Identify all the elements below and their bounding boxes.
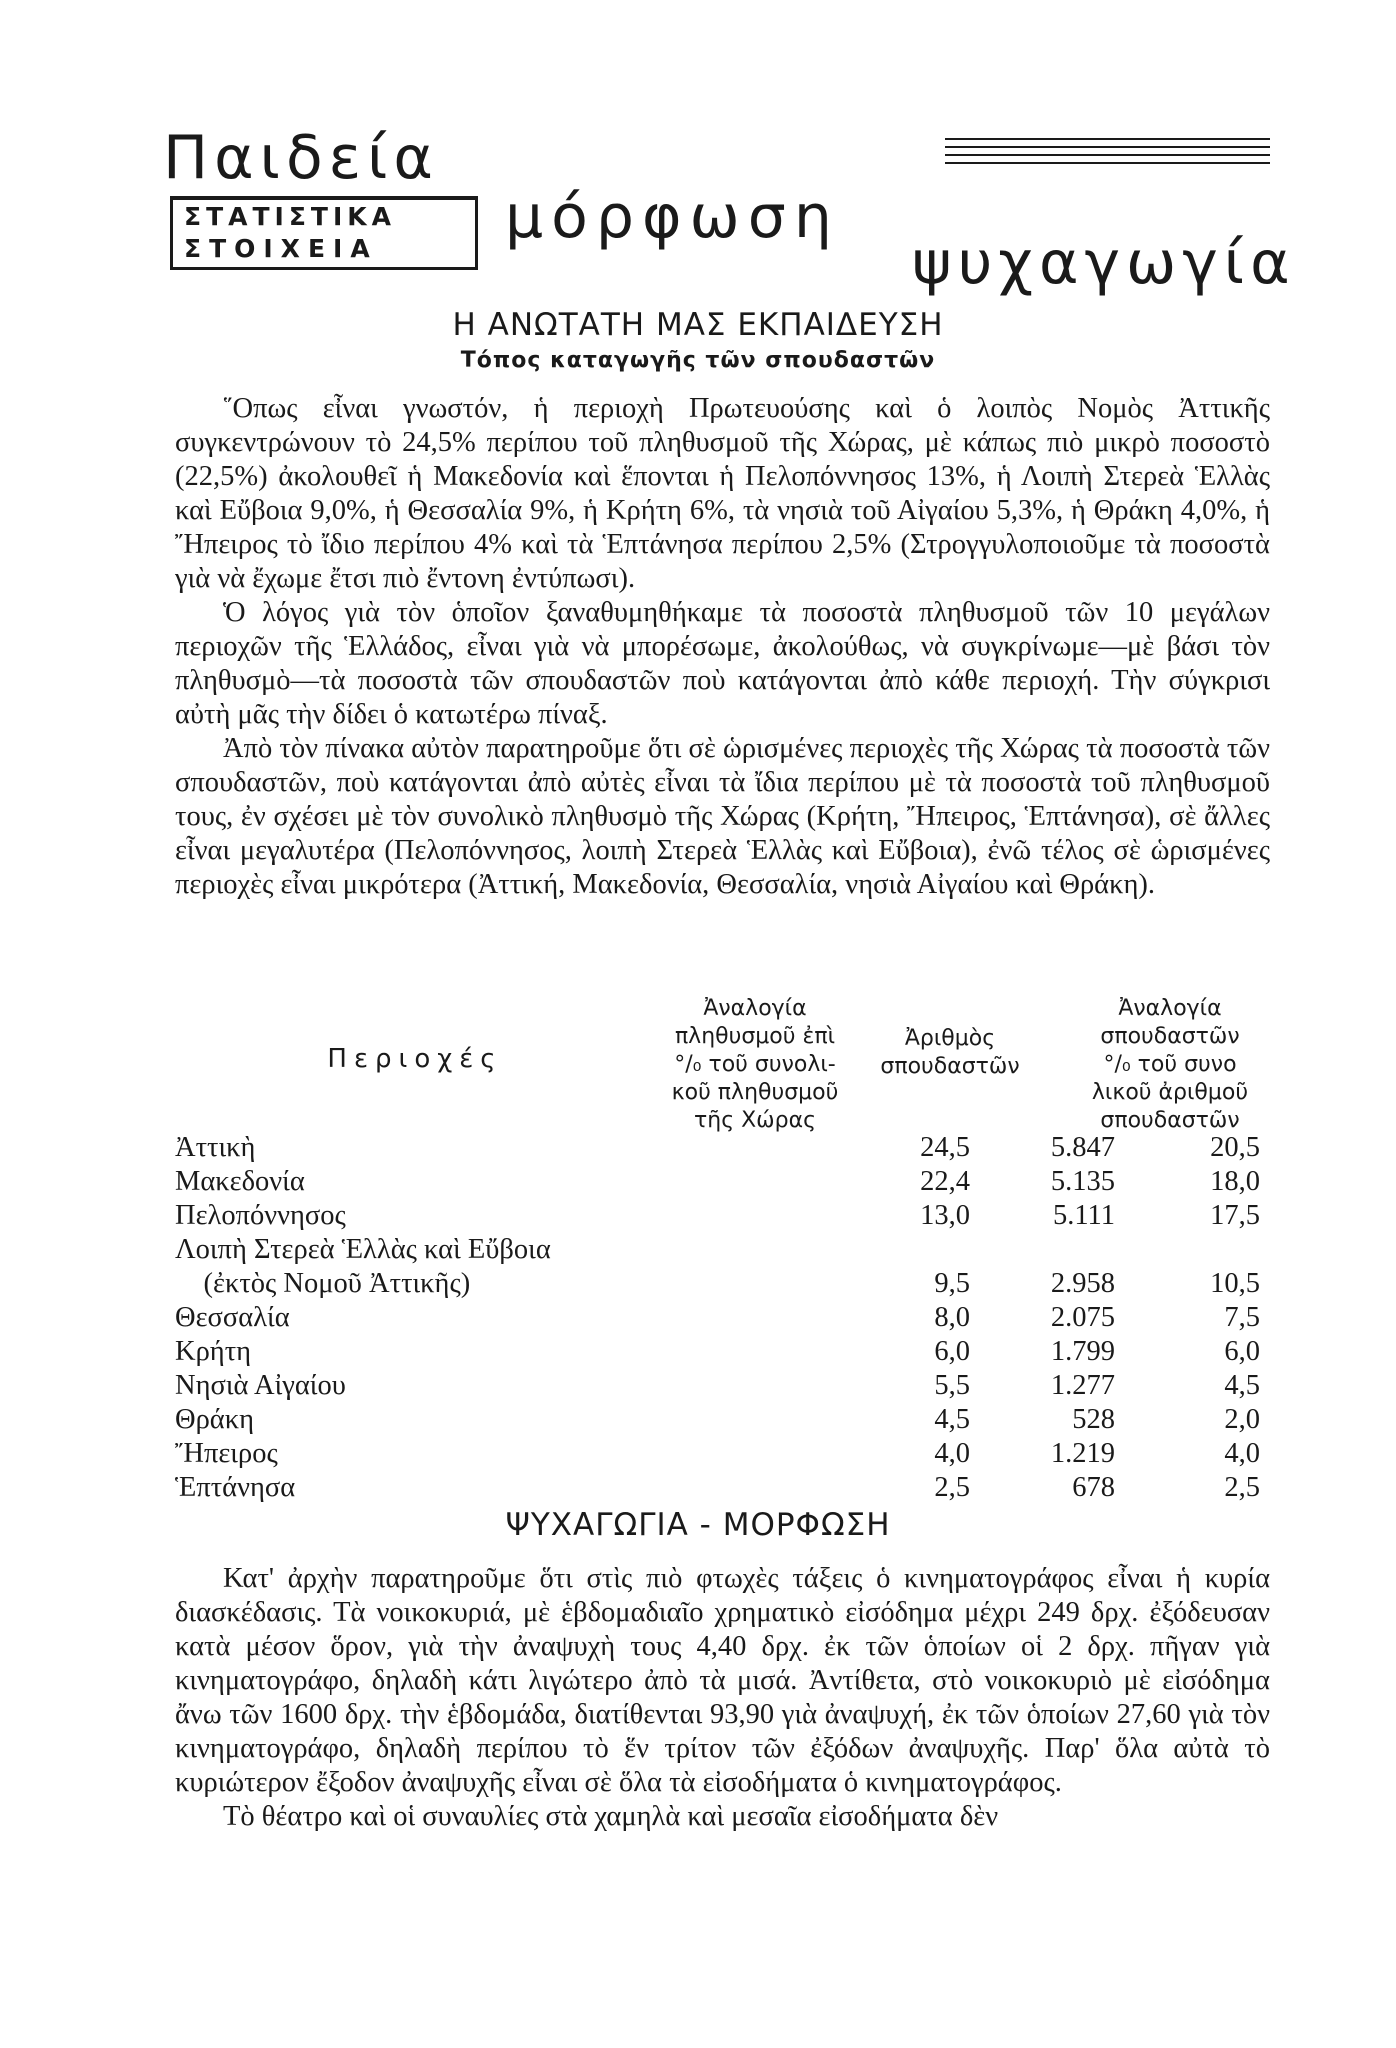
cell-region: Ἑπτάνησα [175,1472,296,1503]
cell-pop-share: 5,5 [934,1370,970,1401]
cell-region: Κρήτη [175,1336,252,1367]
masthead-title-morfosi: μόρφωση [505,182,840,252]
table-row [175,1132,1270,1166]
cell-student-share: 17,5 [1210,1200,1260,1231]
table-row [175,1234,1270,1268]
cell-students: 528 [1072,1404,1115,1435]
section-title: ΨΥΧΑΓΩΓΙΑ - ΜΟΡΦΩΣΗ [505,1507,891,1543]
paragraph: ῞Οπως εἶναι γνωστόν, ἡ περιοχὴ Πρωτευούσης καὶ ὁ λοιπὸς Νομὸς Ἀττικῆς συγκεντρώνουν τὸ 24,5% περίπου τοῦ πληθυσμοῦ τῆς Χώρας, μὲ κάπως πιὸ μικρὸ ποσοστὸ (22,5%) ἀκολουθεῖ ἡ Μακεδονία καὶ ἕπονται ἡ Πελοπόννησος 13%, ἡ Λοιπὴ Στερεὰ Ἑλλὰς καὶ Εὔβοια 9,0%, ἡ Θεσσαλία 9%, ἡ Κρήτη 6%, τὰ νησιὰ τοῦ Αἰγαίου 5,3%, ἡ Θράκη 4,0%, ἡ Ἤπειρος τὸ ἴδιο περίπου 4% καὶ τὰ Ἑπτάνησα περίπου 2,5% (Στρογγυλοποιοῦμε τὰ ποσοστὰ γιὰ νὰ ἔχωμε ἔτσι πιὸ ἔντονη ἐντύπωσι). [175,393,1270,594]
header-line: κοῦ πληθυσμοῦ [671,1080,839,1105]
cell-students: 678 [1072,1472,1115,1503]
cell-students: 5.135 [1050,1166,1115,1197]
masthead-rule [945,154,1270,156]
paragraph: Ἀπὸ τὸν πίνακα αὐτὸν παρατηροῦμε ὅτι σὲ ὡρισμένες περιοχὲς τῆς Χώρας τὰ ποσοστὰ τῶν σπουδαστῶν, ποὺ κατάγονται ἀπὸ αὐτὲς εἶναι τὰ ἴδια περίπου μὲ τὰ ποσοστὰ τοῦ πληθυσμοῦ τους, ἐν σχέσει μὲ τὸν συνολικὸ πληθυσμὸ τῆς Χώρας (Κρήτη, Ἤπειρος, Ἑπτάνησα), σὲ ἄλλες εἶναι μεγαλυτέρα (Πελοπόννησος, λοιπὴ Στερεὰ Ἑλλὰς καὶ Εὔβοια), ἐνῶ τέλος σὲ ὡρισμένες περιοχὲς εἶναι μικρότερα (Ἀττική, Μακεδονία, Θεσσαλία, νησιὰ Αἰγαίου καὶ Θράκη). [175,733,1270,900]
table-row [175,1370,1270,1404]
header-line: σπουδαστῶν [1100,1024,1240,1049]
cell-pop-share: 9,5 [934,1268,970,1299]
paragraph: Κατ' ἀρχὴν παρατηροῦμε ὅτι στὶς πιὸ φτωχὲς τάξεις ὁ κινηματογράφος εἶναι ἡ κυρία διασκέδασις. Τὰ νοικοκυριά, μὲ ἑβδομαδιαῖο χρηματικὸ εἰσόδημα μέχρι 249 δρχ. ἐξόδευσαν κατὰ μέσον ὅρον, γιὰ τὴν ἀναψυχὴ τους 4,40 δρχ. ἐκ τῶν ὁποίων οἱ 2 δρχ. πῆγαν γιὰ κινηματογράφο, δηλαδὴ κάτι λιγώτερο ἀπὸ τὰ μισά. Ἀντίθετα, στὸ νοικοκυριὸ μὲ εἰσόδημα ἄνω τῶν 1600 δρχ. τὴν ἑβδομάδα, διατίθενται 93,90 γιὰ ἀναψυχή, ἐκ τῶν ὁποίων 27,60 γιὰ τὸν κινηματογράφο, δηλαδὴ περίπου τὸ ἕν τρίτον τῶν ἐξόδων ἀναψυχῆς. Παρ' ὅλα αὐτὰ τὸ κυριώτερον ἔξοδον ἀναψυχῆς εἶναι σὲ ὅλα τὰ εἰσοδήματα ὁ κινηματογράφος. [175,1563,1270,1798]
cell-student-share: 2,0 [1224,1404,1260,1435]
masthead-rule [945,138,1270,140]
table-row [175,1200,1270,1234]
masthead-rule [945,162,1270,164]
table-row [175,1404,1270,1438]
cell-pop-share: 13,0 [920,1200,970,1231]
cell-pop-share: 22,4 [920,1166,970,1197]
header-line: σπουδαστῶν [1100,1108,1240,1133]
header-line: Ἀναλογία [703,996,807,1021]
cell-pop-share: 2,5 [934,1472,970,1503]
cell-region: Ἤπειρος [175,1438,278,1469]
section-title: Η ΑΝΩΤΑΤΗ ΜΑΣ ΕΚΠΑΙΔΕΥΣΗ [452,307,944,343]
cell-students: 1.799 [1050,1336,1115,1367]
cell-student-share: 7,5 [1224,1302,1260,1333]
cell-region: Θράκη [175,1404,255,1435]
cell-region: Θεσσαλία [175,1302,290,1333]
table-row [175,1166,1270,1200]
paragraph: Τὸ θέατρο καὶ οἱ συναυλίες στὰ χαμηλὰ καὶ μεσαῖα εἰσοδήματα δὲν [223,1801,999,1832]
article-body [175,392,1270,902]
cell-student-share: 18,0 [1210,1166,1260,1197]
masthead-rule [945,146,1270,148]
header-line: Ἀριθμὸς [904,1026,996,1051]
table-row [175,1472,1270,1506]
cell-student-share: 20,5 [1210,1132,1260,1163]
masthead-title-paideia: Παιδεία [163,123,439,193]
cell-students: 2.958 [1050,1268,1115,1299]
table-row [175,1302,1270,1336]
section-subtitle: Τόπος καταγωγῆς τῶν σπουδαστῶν [460,348,936,373]
table-row [175,1336,1270,1370]
header-line: σπουδαστῶν [880,1054,1020,1079]
cell-region: Μακεδονία [175,1166,305,1197]
table-row [175,1438,1270,1472]
header-line: Ἀναλογία [1118,996,1222,1021]
statistics-box-line1: ΣΤΑΤΙΣΤΙΚΑ [184,202,396,231]
header-line: τῆς Χώρας [694,1108,816,1133]
cell-student-share: 2,5 [1224,1472,1260,1503]
table-header-population-share [640,995,870,1135]
cell-student-share: 6,0 [1224,1336,1260,1367]
cell-students: 1.277 [1050,1370,1115,1401]
cell-region: Πελοπόννησος [175,1200,346,1231]
cell-students: 5.847 [1050,1132,1115,1163]
cell-region: (ἐκτὸς Νομοῦ Ἀττικῆς) [175,1268,471,1299]
article-body [175,1562,1270,1834]
header-line: °/₀ τοῦ συνολι- [674,1052,836,1077]
cell-region: Ἀττικὴ [175,1132,256,1163]
statistics-box-line2: ΣΤΟΙΧΕΙΑ [184,234,378,263]
table-header-students [850,1025,1050,1081]
header-line: πληθυσμοῦ ἐπὶ [674,1024,836,1049]
cell-pop-share: 6,0 [934,1336,970,1367]
masthead-title-psychagogia: ψυχαγωγία [912,228,1296,298]
cell-pop-share: 4,0 [934,1438,970,1469]
table-header-region: Περιοχές [327,1044,503,1074]
cell-pop-share: 24,5 [920,1132,970,1163]
cell-students: 1.219 [1050,1438,1115,1469]
table-row [175,1268,1270,1302]
cell-student-share: 4,0 [1224,1438,1260,1469]
cell-region: Νησιὰ Αἰγαίου [175,1370,346,1401]
cell-region: Λοιπὴ Στερεὰ Ἑλλὰς καὶ Εὔβοια [175,1234,551,1265]
cell-student-share: 10,5 [1210,1268,1260,1299]
cell-pop-share: 8,0 [934,1302,970,1333]
cell-pop-share: 4,5 [934,1404,970,1435]
cell-student-share: 4,5 [1224,1370,1260,1401]
header-line: °/₀ τοῦ συνο [1103,1052,1237,1077]
table-header-student-share [1050,995,1290,1135]
paragraph: Ὁ λόγος γιὰ τὸν ὁποῖον ξαναθυμηθήκαμε τὰ ποσοστὰ πληθυσμοῦ τῶν 10 μεγάλων περιοχῶν τῆς Ἑλλάδος, εἶναι γιὰ νὰ μπορέσωμε, ἀκολούθως, νὰ συγκρίνωμε—μὲ βάσι τὸν πληθυσμὸ—τὰ ποσοστὰ τῶν σπουδαστῶν ποὺ κατάγονται ἀπὸ κάθε περιοχή. Τὴν σύγκρισι αὐτὴ μᾶς τὴν δίδει ὁ κατωτέρω πίναξ. [175,597,1270,730]
cell-students: 5.111 [1052,1200,1115,1231]
cell-students: 2.075 [1050,1302,1115,1333]
header-line: λικοῦ ἀριθμοῦ [1091,1080,1249,1105]
